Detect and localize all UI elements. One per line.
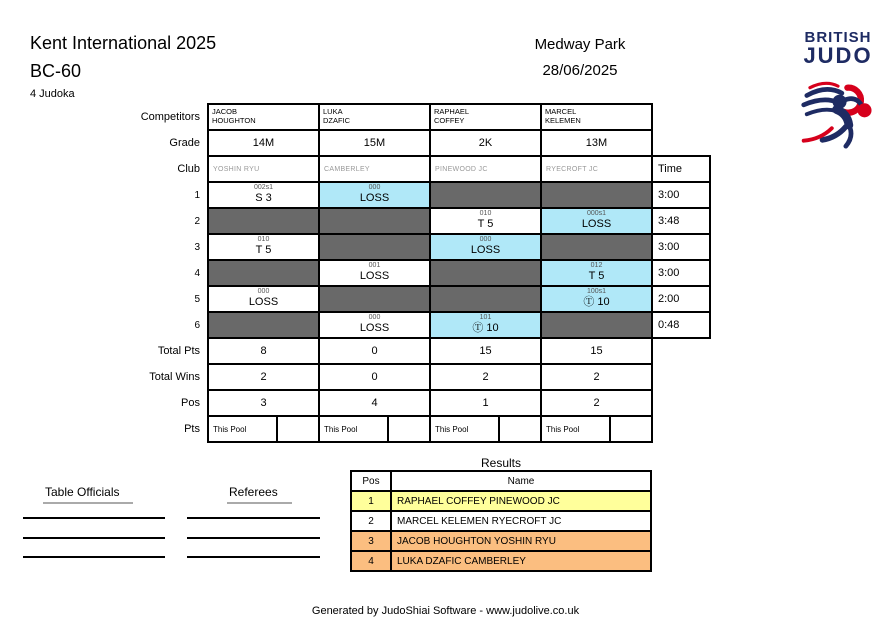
pool-position: 4 (320, 391, 429, 415)
match-cell (542, 287, 651, 311)
match-cell-empty (542, 313, 651, 337)
match-row-number: 3 (194, 242, 200, 253)
match-score: Ⓣ 10 (583, 296, 610, 308)
competitor-grade: 2K (431, 131, 540, 155)
pts-blank-box (389, 417, 429, 441)
result-name: RAPHAEL COFFEY PINEWOOD JC (392, 492, 650, 510)
match-score: LOSS (248, 296, 279, 308)
signature-line (23, 537, 165, 539)
pool-position: 1 (431, 391, 540, 415)
pts-blank-box (611, 417, 651, 441)
generator-credit: Generated by JudoShiai Software - www.judolive.co.uk (311, 605, 580, 617)
tournament-title: Kent International 2025 (30, 33, 217, 53)
match-score-code: 001 (368, 262, 381, 269)
results-table (350, 470, 652, 572)
match-cell-empty (431, 261, 540, 285)
match-cell-empty (320, 235, 429, 259)
match-cell (542, 209, 651, 233)
results-header-name: Name (392, 472, 650, 490)
competitor-club: CAMBERLEY (320, 157, 429, 181)
match-time: 3:48 (653, 209, 709, 233)
match-cell (431, 313, 540, 337)
referees-heading: Referees (227, 485, 292, 504)
match-score: LOSS (470, 244, 501, 256)
competitor-first-name: MARCEL (545, 107, 577, 116)
match-cell-empty (209, 313, 318, 337)
category-title: BC-60 (30, 61, 82, 81)
match-score: T 5 (477, 218, 494, 230)
match-time: 3:00 (653, 235, 709, 259)
match-cell (431, 209, 540, 233)
match-score: Ⓣ 10 (472, 322, 499, 334)
competitor-club: RYECROFT JC (542, 157, 651, 181)
match-score-code: 010 (479, 210, 492, 217)
total-points: 15 (542, 339, 651, 363)
result-position: 3 (352, 532, 390, 550)
british-judo-logo (793, 30, 883, 164)
match-score-code: 002s1 (253, 184, 274, 191)
label-total-wins: Total Wins (149, 371, 200, 383)
total-wins: 0 (320, 365, 429, 389)
label-club: Club (177, 163, 200, 175)
match-score: LOSS (359, 322, 390, 334)
match-score-code: 000 (368, 314, 381, 321)
logo-text-judo: JUDO (803, 43, 873, 68)
time-header: Time (653, 157, 709, 181)
total-points: 8 (209, 339, 318, 363)
pts-cell (209, 417, 318, 441)
logo-text-british: BRITISH (804, 29, 872, 46)
match-cell (209, 183, 318, 207)
total-wins: 2 (209, 365, 318, 389)
signature-line (23, 517, 165, 519)
judoka-count: 4 Judoka (30, 88, 75, 100)
result-position: 4 (352, 552, 390, 570)
match-time: 3:00 (653, 183, 709, 207)
match-cell (209, 287, 318, 311)
match-score: LOSS (581, 218, 612, 230)
signature-line (187, 537, 320, 539)
competitor-last-name: DZAFIC (323, 116, 351, 125)
time-column (651, 155, 711, 339)
result-name: MARCEL KELEMEN RYECROFT JC (392, 512, 650, 530)
total-points: 15 (431, 339, 540, 363)
match-score-code: 000 (368, 184, 381, 191)
event-date: 28/06/2025 (542, 62, 618, 79)
match-cell-empty (431, 183, 540, 207)
label-competitors: Competitors (140, 111, 200, 123)
venue: Medway Park (534, 36, 626, 53)
match-score-code: 100s1 (586, 288, 607, 295)
match-row-number: 2 (194, 216, 200, 227)
competitor-last-name: KELEMEN (545, 116, 581, 125)
pts-cell (542, 417, 651, 441)
competitor-first-name: LUKA (323, 107, 343, 116)
competitor-first-name: JACOB (212, 107, 238, 116)
competitor-name (431, 105, 540, 129)
competitor-grade: 13M (542, 131, 651, 155)
this-pool-label: This Pool (431, 417, 500, 441)
competitor-club: YOSHIN RYU (209, 157, 318, 181)
results-header-pos: Pos (352, 472, 390, 490)
pool-position: 3 (209, 391, 318, 415)
match-cell (542, 261, 651, 285)
match-cell-empty (542, 235, 651, 259)
match-score-code: 000 (479, 236, 492, 243)
results-title: Results (480, 456, 521, 470)
match-score: LOSS (359, 270, 390, 282)
result-position: 1 (352, 492, 390, 510)
match-score: LOSS (359, 192, 390, 204)
match-cell-empty (320, 287, 429, 311)
competitor-name (542, 105, 651, 129)
label-pos: Pos (181, 397, 200, 409)
match-cell-empty (209, 261, 318, 285)
this-pool-label: This Pool (542, 417, 611, 441)
match-row-number: 6 (194, 320, 200, 331)
match-score: T 5 (588, 270, 605, 282)
competitor-club: PINEWOOD JC (431, 157, 540, 181)
pool-position: 2 (542, 391, 651, 415)
match-time: 3:00 (653, 261, 709, 285)
competitor-name (320, 105, 429, 129)
match-score-code: 000s1 (586, 210, 607, 217)
signature-line (23, 556, 165, 558)
total-wins: 2 (431, 365, 540, 389)
match-score-code: 012 (590, 262, 603, 269)
match-cell-empty (320, 209, 429, 233)
signature-line (187, 517, 320, 519)
competitor-grade: 15M (320, 131, 429, 155)
match-time: 0:48 (653, 313, 709, 337)
match-score: T 5 (255, 244, 272, 256)
result-name: JACOB HOUGHTON YOSHIN RYU (392, 532, 650, 550)
pool-sheet (207, 103, 653, 443)
this-pool-label: This Pool (320, 417, 389, 441)
pts-cell (431, 417, 540, 441)
match-cell (320, 183, 429, 207)
total-wins: 2 (542, 365, 651, 389)
match-row-number: 5 (194, 294, 200, 305)
match-score-code: 010 (257, 236, 270, 243)
match-row-number: 1 (194, 190, 200, 201)
this-pool-label: This Pool (209, 417, 278, 441)
match-cell (320, 313, 429, 337)
match-cell (431, 235, 540, 259)
match-cell-empty (209, 209, 318, 233)
judo-figure-icon (799, 71, 877, 159)
label-total-pts: Total Pts (157, 345, 200, 357)
match-cell-empty (431, 287, 540, 311)
competitor-last-name: COFFEY (434, 116, 465, 125)
match-score-code: 101 (479, 314, 492, 321)
match-score: S 3 (255, 192, 272, 204)
competitor-grade: 14M (209, 131, 318, 155)
pts-blank-box (278, 417, 318, 441)
result-name: LUKA DZAFIC CAMBERLEY (392, 552, 650, 570)
label-grade: Grade (169, 137, 200, 149)
competitor-first-name: RAPHAEL (434, 107, 470, 116)
label-pts: Pts (184, 423, 200, 435)
match-row-number: 4 (194, 268, 200, 279)
match-cell (209, 235, 318, 259)
total-points: 0 (320, 339, 429, 363)
pts-blank-box (500, 417, 540, 441)
pts-cell (320, 417, 429, 441)
competitor-name (209, 105, 318, 129)
competitor-last-name: HOUGHTON (212, 116, 256, 125)
match-score-code: 000 (257, 288, 270, 295)
result-position: 2 (352, 512, 390, 530)
table-officials-heading: Table Officials (43, 485, 133, 504)
match-cell-empty (542, 183, 651, 207)
match-cell (320, 261, 429, 285)
match-time: 2:00 (653, 287, 709, 311)
signature-line (187, 556, 320, 558)
